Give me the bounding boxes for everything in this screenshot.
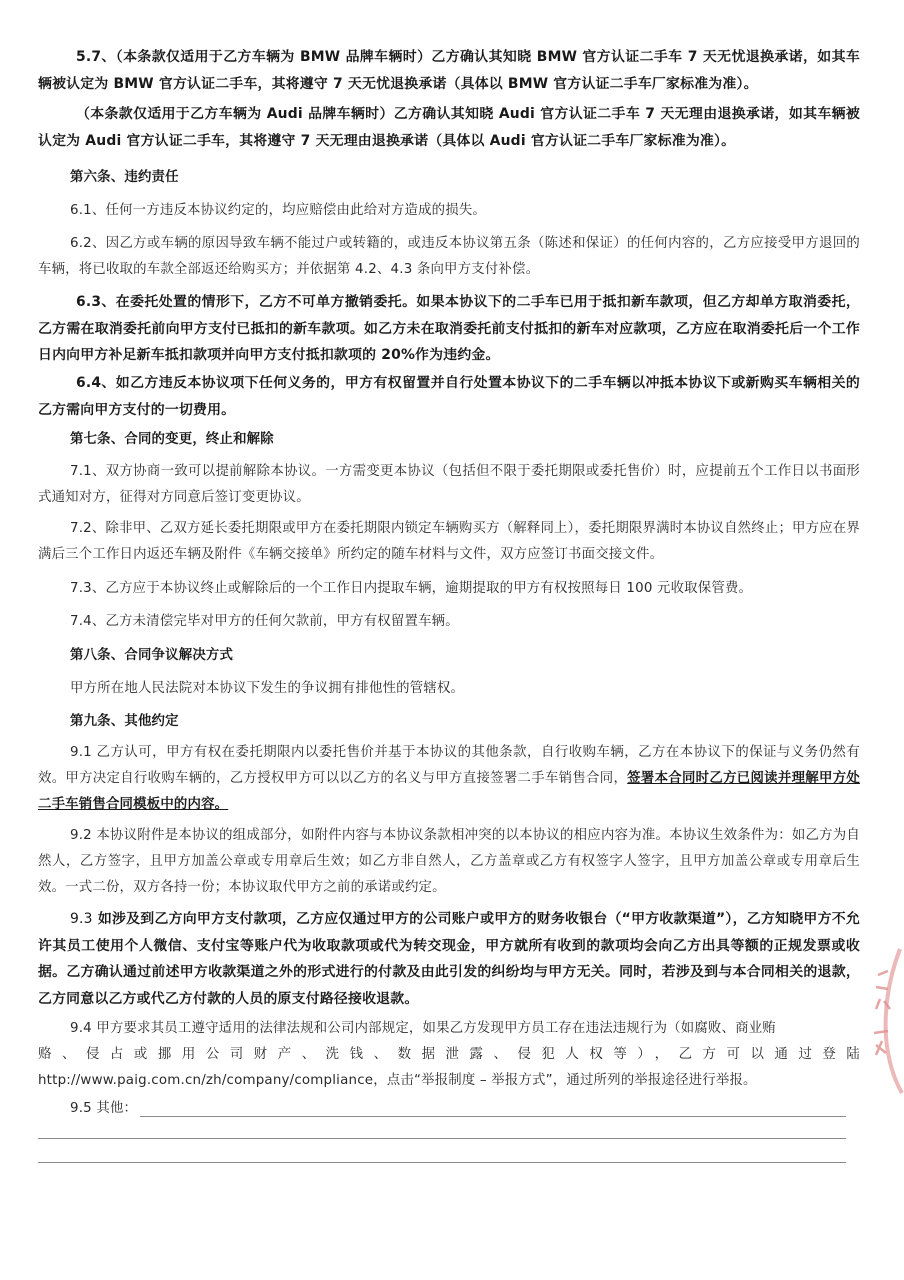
clause-6-3: 6.3、在委托处置的情形下，乙方不可单方撤销委托。如果本协议下的二手车已用于抵扣新车款项，但乙方却单方取消委托，乙方需在取消委托前向甲方支付已抵扣的新车款项。如乙方未在取消委托前支付抵扣的新车对应款项，乙方应在取消委托后一个工作日内向甲方补足新车抵扣款项并向甲方支付抵扣款项的 20%作为违约金。: [38, 294, 860, 363]
fill-in-line-2: [38, 1138, 846, 1139]
clause-6-2: 6.2、因乙方或车辆的原因导致车辆不能过户或转籍的，或违反本协议第五条（陈述和保证）的任何内容的，乙方应接受甲方退回的车辆，将已收取的车款全部返还给购买方；并依据第 4.2、4.3 条向甲方支付补偿。: [38, 236, 860, 277]
clause-6-4: 6.4、如乙方违反本协议项下任何义务的，甲方有权留置并自行处置本协议下的二手车辆以冲抵本协议下或新购买车辆相关的乙方需向甲方支付的一切费用。: [38, 375, 860, 418]
clause-9-4-line-1: 9.4 甲方要求其员工遵守适用的法律法规和公司内部规定，如果乙方发现甲方员工存在违法违规行为（如腐败、商业贿: [70, 1021, 776, 1036]
clause-9-2: 9.2 本协议附件是本协议的组成部分，如附件内容与本协议条款相冲突的以本协议的相应内容为准。本协议生效条件为：如乙方为自然人，乙方签字，且甲方加盖公章或专用章后生效；如乙方非自然人，乙方盖章或乙方有权签字人签字，且甲方加盖公章或专用章后生效。一式二份，双方各持一份；本协议取代甲方之前的承诺或约定。: [38, 828, 860, 895]
clause-9-1: [38, 740, 860, 818]
clause-7-3: 7.3、乙方应于本协议终止或解除后的一个工作日内提取车辆，逾期提取的甲方有权按照每日 100 元收取保管费。: [70, 581, 753, 596]
fill-in-line-3: [38, 1162, 846, 1163]
clause-7-4: 7.4、乙方未清偿完毕对甲方的任何欠款前，甲方有权留置车辆。: [70, 614, 459, 629]
clause-7-2: 7.2、除非甲、乙双方延长委托期限或甲方在委托期限内锁定车辆购买方（解释同上），委托期限界满时本协议自然终止；甲方应在界满后三个工作日内返还车辆及附件《车辆交接单》所约定的随车材料与文件，双方应签订书面交接文件。: [38, 521, 860, 562]
clause-9-5-label: 9.5 其他：: [70, 1101, 138, 1116]
clause-6-1: 6.1、任何一方违反本协议约定的，均应赔偿由此给对方造成的损失。: [70, 203, 487, 218]
clause-9-4-line-2: 赂、侵占或挪用公司财产、洗钱、数据泄露、侵犯人权等），乙方可以通过登陆: [38, 1047, 860, 1062]
clause-5-7-audi: （本条款仅适用于乙方车辆为 Audi 品牌车辆时）乙方确认其知晓 Audi 官方认证二手车 7 天无理由退换承诺，如其车辆被认定为 Audi 官方认证二手车，其将遵守 7 天无理由退换承诺（具体以 Audi 官方认证二手车厂家标准为准）。: [38, 106, 860, 149]
article-8-title: 第八条、合同争议解决方式: [70, 648, 234, 663]
clause-9-4-line-3: http://www.paig.com.cn/zh/company/compliance，点击“举报制度 – 举报方式”，通过所列的举报途径进行举报。: [38, 1073, 757, 1088]
article-9-title: 第九条、其他约定: [70, 714, 179, 729]
seal-stamp-fragment: [864, 945, 904, 1095]
article-8-text: 甲方所在地人民法院对本协议下发生的争议拥有排他性的管辖权。: [70, 681, 465, 696]
clause-9-3-text: 如涉及到乙方向甲方支付款项，乙方应仅通过甲方的公司账户或甲方的财务收银台（“甲方收款渠道”），乙方知晓甲方不允许其员工使用个人微信、支付宝等账户代为收取款项或代为转交现金，甲方就所有收到的款项均会向乙方出具等额的正规发票或收据。乙方确认通过前述甲方收款渠道之外的形式进行的付款及由此引发的纠纷均与甲方无关。同时，若涉及到与本合同相关的退款，乙方同意以乙方或代乙方付款的人员的原支付路径接收退款。: [38, 911, 860, 1007]
fill-in-line-1: [140, 1116, 846, 1117]
clause-9-3: [38, 906, 860, 1012]
clause-5-7-bmw: 5.7、（本条款仅适用于乙方车辆为 BMW 品牌车辆时）乙方确认其知晓 BMW 官方认证二手车 7 天无忧退换承诺，如其车辆被认定为 BMW 官方认证二手车，其将遵守 7 天无忧退换承诺（具体以 BMW 官方认证二手车厂家标准为准）。: [38, 49, 860, 92]
clause-9-1-text: 9.1 乙方认可，甲方有权在委托期限内以委托售价并基于本协议的其他条款，自行收购车辆，乙方在本协议下的保证与义务仍然有效。甲方决定自行收购车辆的，乙方授权甲方可以以乙方的名义与甲方直接签署二手车销售合同，: [38, 745, 860, 786]
clause-9-1-underlined: 签署本合同时乙方已阅读并理解甲方处二手车销售合同模板中的内容。: [38, 771, 860, 812]
clause-7-1: 7.1、双方协商一致可以提前解除本协议。一方需变更本协议（包括但不限于委托期限或委托售价）时，应提前五个工作日以书面形式通知对方，征得对方同意后签订变更协议。: [38, 464, 860, 505]
article-6-title: 第六条、违约责任: [70, 170, 179, 185]
article-7-title: 第七条、合同的变更，终止和解除: [70, 432, 274, 447]
clause-9-3-number: 9.3: [70, 911, 93, 927]
